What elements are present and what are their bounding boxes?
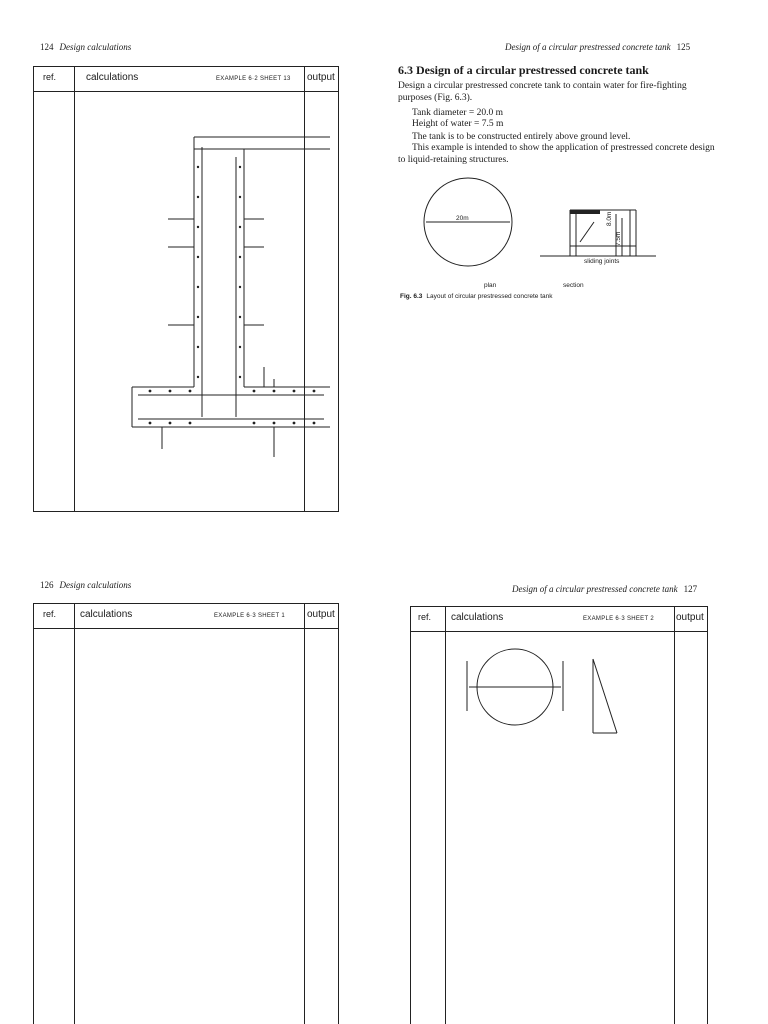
running-head-126 — [34, 580, 131, 590]
calc-sheet-6-3-sheet-1 — [33, 603, 339, 1024]
output-column-divider — [304, 604, 305, 1024]
figure-number: Fig. 6.3 — [400, 293, 423, 300]
example-sheet-number: EXAMPLE 6·3 SHEET 1 — [214, 613, 285, 619]
output-heading: output — [307, 609, 335, 620]
water-height-spec: Height of water = 7.5 m — [412, 119, 504, 129]
figure-caption — [400, 293, 553, 300]
section-height-label-a: 8.0m — [606, 211, 613, 226]
output-heading: output — [676, 612, 704, 623]
above-ground-note: The tank is to be constructed entirely above ground level. — [412, 132, 631, 142]
calculations-heading: calculations — [80, 609, 133, 620]
plan-diameter-label: 20m — [456, 215, 469, 222]
page-number: 126 — [40, 580, 54, 590]
page-number: 125 — [676, 42, 691, 52]
running-head-127 — [512, 584, 703, 594]
section-intro: Design a circular prestressed concrete tank to contain water for fire-fighting purposes (Fig. 6.3). — [398, 81, 687, 103]
ref-column-divider — [74, 604, 75, 1024]
section-label: section — [563, 282, 584, 289]
example-sheet-number: EXAMPLE 6·3 SHEET 2 — [583, 616, 654, 622]
example-sheet-number: EXAMPLE 6·2 SHEET 13 — [216, 76, 291, 82]
output-column-divider — [674, 607, 675, 1024]
sheet-header-row — [34, 67, 338, 92]
reinforcement-detail-drawing — [94, 127, 334, 487]
figure-caption-text: Layout of circular prestressed concrete tank — [426, 293, 553, 300]
calc-sheet-reinforcement-detail — [33, 66, 339, 512]
ref-heading: ref. — [43, 609, 57, 619]
running-head-text: Design calculations — [59, 580, 132, 590]
running-head-124 — [34, 42, 131, 52]
running-head-text: Design calculations — [59, 42, 132, 52]
page-number: 127 — [683, 584, 698, 594]
ref-heading: ref. — [418, 612, 432, 622]
section-height-label-b: 7.5m — [615, 231, 622, 246]
output-heading: output — [307, 72, 335, 83]
running-head-125 — [505, 42, 696, 52]
calc-sheet-6-3-sheet-2 — [410, 606, 708, 1024]
calculations-heading: calculations — [86, 72, 139, 83]
ref-heading: ref. — [43, 72, 57, 82]
tank-diameter-spec: Tank diameter = 20.0 m — [412, 108, 503, 118]
page-number: 124 — [40, 42, 54, 52]
running-head-text: Design of a circular prestressed concrete tank — [512, 584, 678, 594]
sliding-joints-label: sliding joints — [584, 258, 620, 265]
intent-note: This example is intended to show the application of prestressed concrete design to liquid-retaining structures. — [398, 143, 715, 165]
plan-and-pressure-sketch — [451, 641, 671, 751]
calculations-heading: calculations — [451, 612, 504, 623]
section-heading: 6.3 Design of a circular prestressed concrete tank — [398, 63, 649, 77]
ref-column-divider — [74, 67, 75, 511]
plan-label: plan — [484, 282, 497, 289]
running-head-text: Design of a circular prestressed concrete tank — [505, 42, 671, 52]
figure-6-3-drawing — [420, 170, 660, 280]
ref-column-divider — [445, 607, 446, 1024]
